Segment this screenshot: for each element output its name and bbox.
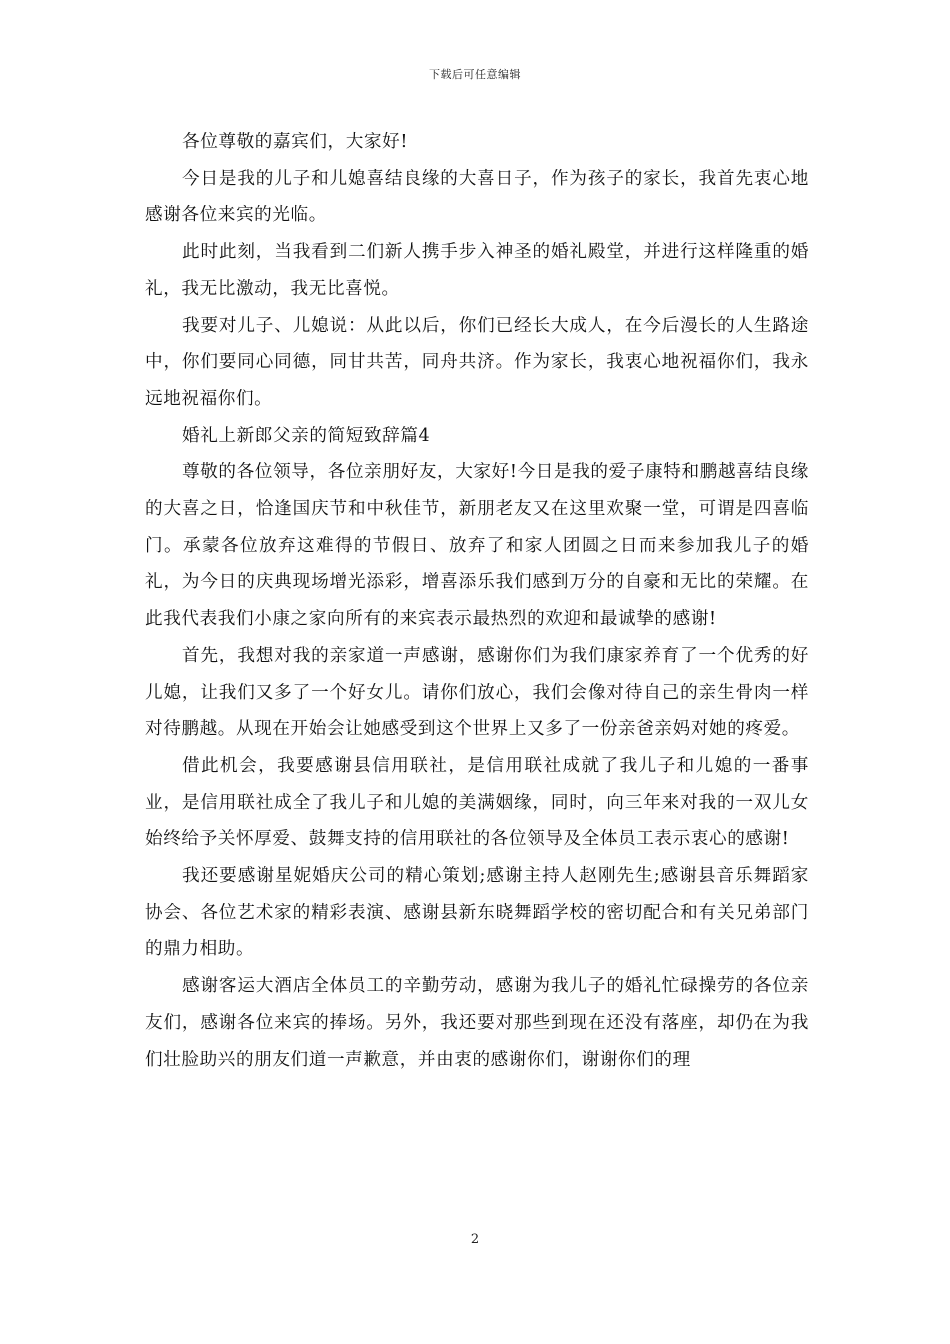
paragraph-welcome: 尊敬的各位领导，各位亲朋好友，大家好!今日是我的爱子康特和鹏越喜结良缘的大喜之日，恰逢国庆节和中秋佳节，新朋老友又在这里欢聚一堂，可谓是四喜临门。承蒙各位放弃这难得的节假日、放弃了和家人团圆之日而来参加我儿子的婚礼，为今日的庆典现场增光添彩，增喜添乐我们感到万分的自豪和无比的荣耀。在此我代表我们小康之家向所有的来宾表示最热烈的欢迎和最诚挚的感谢!: [145, 462, 809, 630]
paragraph-credit-union: 借此机会，我要感谢县信用联社，是信用联社成就了我儿子和儿媳的一番事业，是信用联社成全了我儿子和儿媳的美满姻缘，同时，向三年来对我的一双儿女始终给予关怀厚爱、鼓舞支持的信用联社的各位领导及全体员工表示衷心的感谢!: [145, 755, 809, 850]
paragraph-acknowledgements: 我还要感谢星妮婚庆公司的精心策划;感谢主持人赵刚先生;感谢县音乐舞蹈家协会、各位艺术家的精彩表演、感谢县新东晓舞蹈学校的密切配合和有关兄弟部门的鼎力相助。: [145, 866, 809, 960]
paragraph-thanks-guests: 今日是我的儿子和儿媳喜结良缘的大喜日子，作为孩子的家长，我首先衷心地感谢各位来宾的光临。: [145, 168, 809, 226]
paragraph-in-laws: 首先，我想对我的亲家道一声感谢，感谢你们为我们康家养育了一个优秀的好儿媳，让我们又多了一个好女儿。请你们放心，我们会像对待自己的亲生骨肉一样对待鹏越。从现在开始会让她感受到这个世界上又多了一份亲爸亲妈对她的疼爱。: [145, 645, 809, 740]
section-heading: 婚礼上新郎父亲的简短致辞篇4: [182, 425, 431, 446]
paragraph-hotel-thanks: 感谢客运大酒店全体员工的辛勤劳动，感谢为我儿子的婚礼忙碌操劳的各位亲友们，感谢各位来宾的捧场。另外，我还要对那些到现在还没有落座，却仍在为我们壮脸助兴的朋友们道一声歉意，并由衷的感谢你们，谢谢你们的理: [145, 976, 809, 1070]
paragraph-blessing: 我要对儿子、儿媳说：从此以后，你们已经长大成人，在今后漫长的人生路途中，你们要同心同德，同甘共苦，同舟共济。作为家长，我衷心地祝福你们，我永远地祝福你们。: [145, 315, 809, 409]
page-number: 2: [470, 1232, 480, 1247]
paragraph-greeting: 各位尊敬的嘉宾们，大家好!: [182, 132, 408, 152]
paragraph-moment: 此时此刻，当我看到二们新人携手步入神圣的婚礼殿堂，并进行这样隆重的婚礼，我无比激动，我无比喜悦。: [145, 242, 809, 299]
page-header-note: 下载后可任意编辑: [429, 68, 521, 81]
document-body: [145, 124, 809, 1078]
